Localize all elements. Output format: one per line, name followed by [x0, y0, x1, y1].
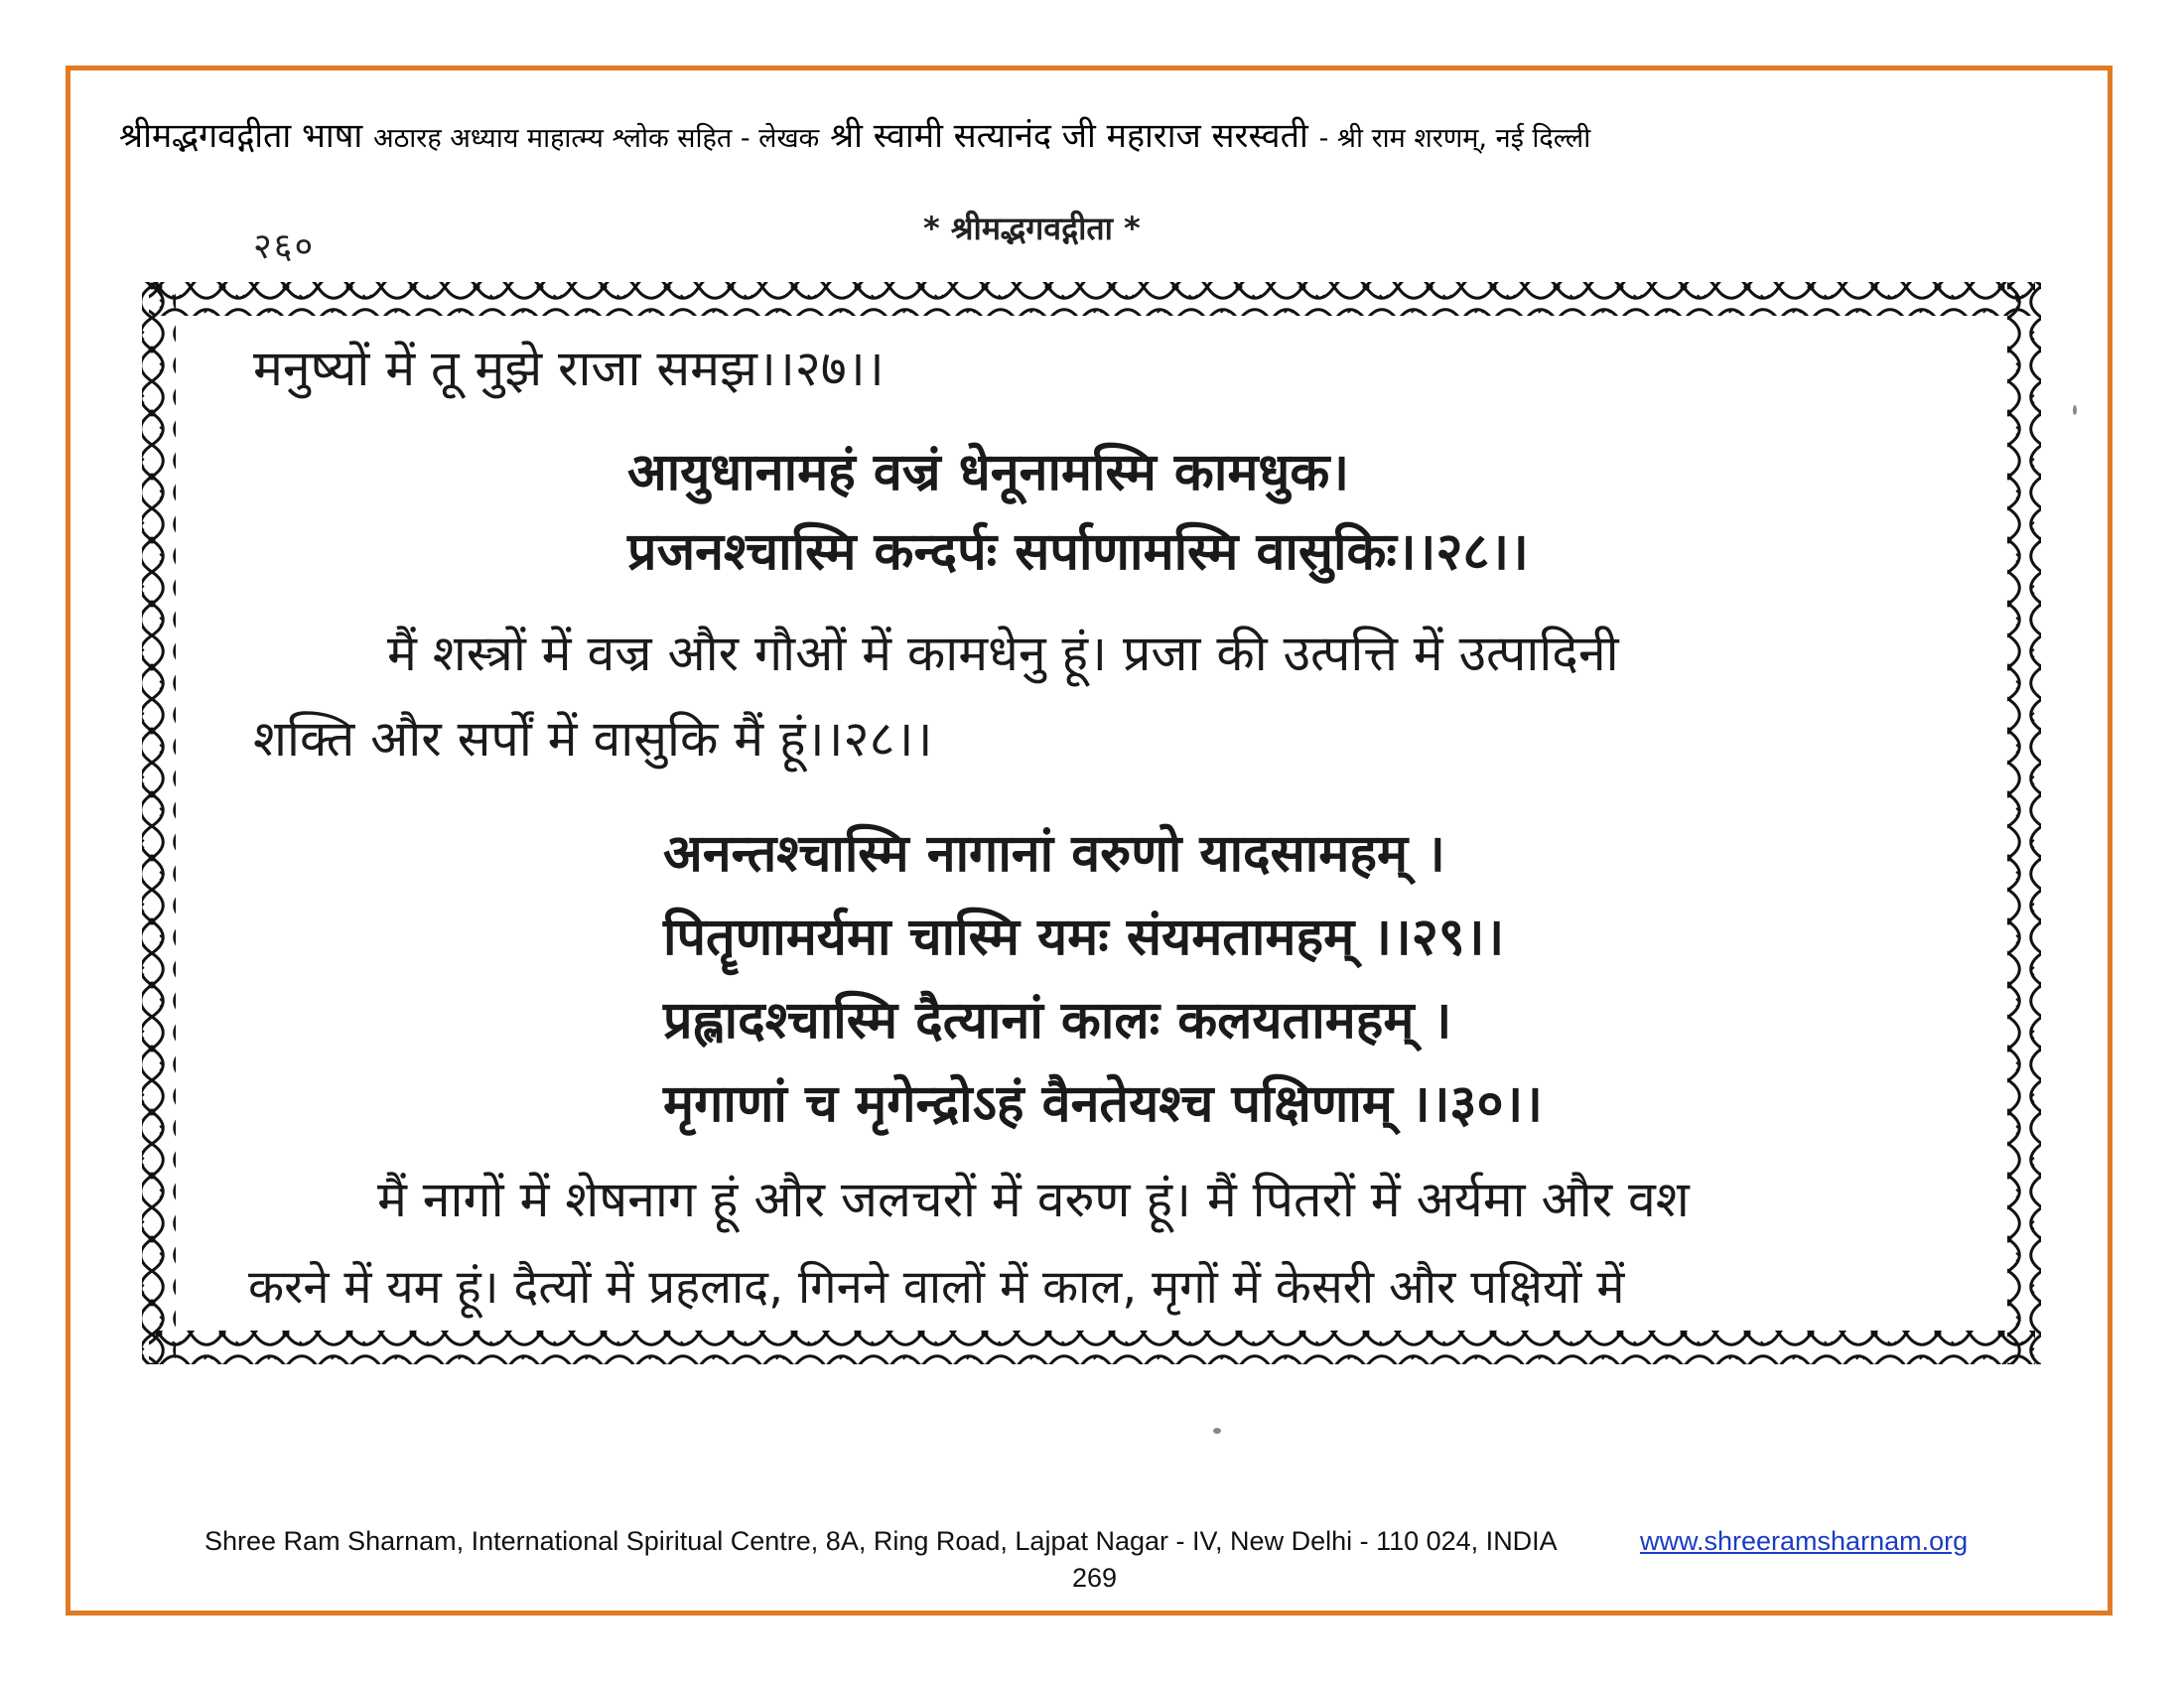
vine-border-left [142, 282, 176, 1364]
scanned-running-head: * श्रीमद्भगवद्गीता * [923, 210, 1141, 247]
header-title: श्रीमद्भगवद्गीता भाषा [119, 116, 363, 156]
footer-website-link[interactable]: www.shreeramsharnam.org [1640, 1526, 1969, 1556]
verse-line: आयुधानामहं वज्रं धेनूनामस्मि कामधुक। [627, 443, 1350, 502]
scan-speck [1213, 1428, 1221, 1434]
vine-border-top [149, 282, 2035, 316]
header-publisher: - श्री राम शरणम्, नई दिल्ली [1318, 123, 1591, 154]
scan-speck [2073, 405, 2077, 415]
text-line: मैं शस्त्रों में वज्र और गौओं में कामधेनु हूं। प्रजा की उत्पत्ति में उत्पादिनी [387, 625, 1619, 682]
vine-border-right [2007, 282, 2041, 1364]
verse-line: मृगाणां च मृगेन्द्रोऽहं वैनतेयश्च पक्षिणाम् ।।३०।। [663, 1074, 1543, 1134]
verse-line: अनन्तश्चास्मि नागानां वरुणो यादसामहम् । [663, 824, 1445, 884]
footer-address: Shree Ram Sharnam, International Spiritual Centre, 8A, Ring Road, Lajpat Nagar - IV, New Delhi - 110 024, INDIA [205, 1526, 1558, 1556]
text-line: मनुष्यों में तू मुझे राजा समझ।।२७।। [253, 340, 885, 397]
verse-line: पितॄणामर्यमा चास्मि यमः संयमतामहम् ।।२९।। [663, 908, 1505, 967]
verse-line: प्रजनश्चास्मि कन्दर्पः सर्पाणामस्मि वासुकिः।।२८।। [627, 522, 1529, 582]
text-line: शक्ति और सर्पों में वासुकि मैं हूं।।२८।। [253, 710, 933, 768]
vine-border-bottom [149, 1331, 2035, 1364]
header-subtitle: अठारह अध्याय माहात्म्य श्लोक सहित - लेखक [372, 123, 820, 154]
verse-line: प्रह्लादश्चास्मि दैत्यानां कालः कलयतामहम् । [663, 991, 1452, 1051]
text-line: करने में यम हूं। दैत्यों में प्रहलाद, गिनने वालों में काल, मृगों में केसरी और पक्षियों में [248, 1260, 1625, 1315]
text-line: मैं नागों में शेषनाग हूं और जलचरों में वरुण हूं। मैं पितरों में अर्यमा और वश [377, 1171, 1690, 1228]
header-author: श्री स्वामी सत्यानंद जी महाराज सरस्वती [830, 116, 1308, 156]
scanned-page-number: २६० [253, 226, 316, 267]
footer-page-number: 269 [1072, 1563, 1118, 1593]
